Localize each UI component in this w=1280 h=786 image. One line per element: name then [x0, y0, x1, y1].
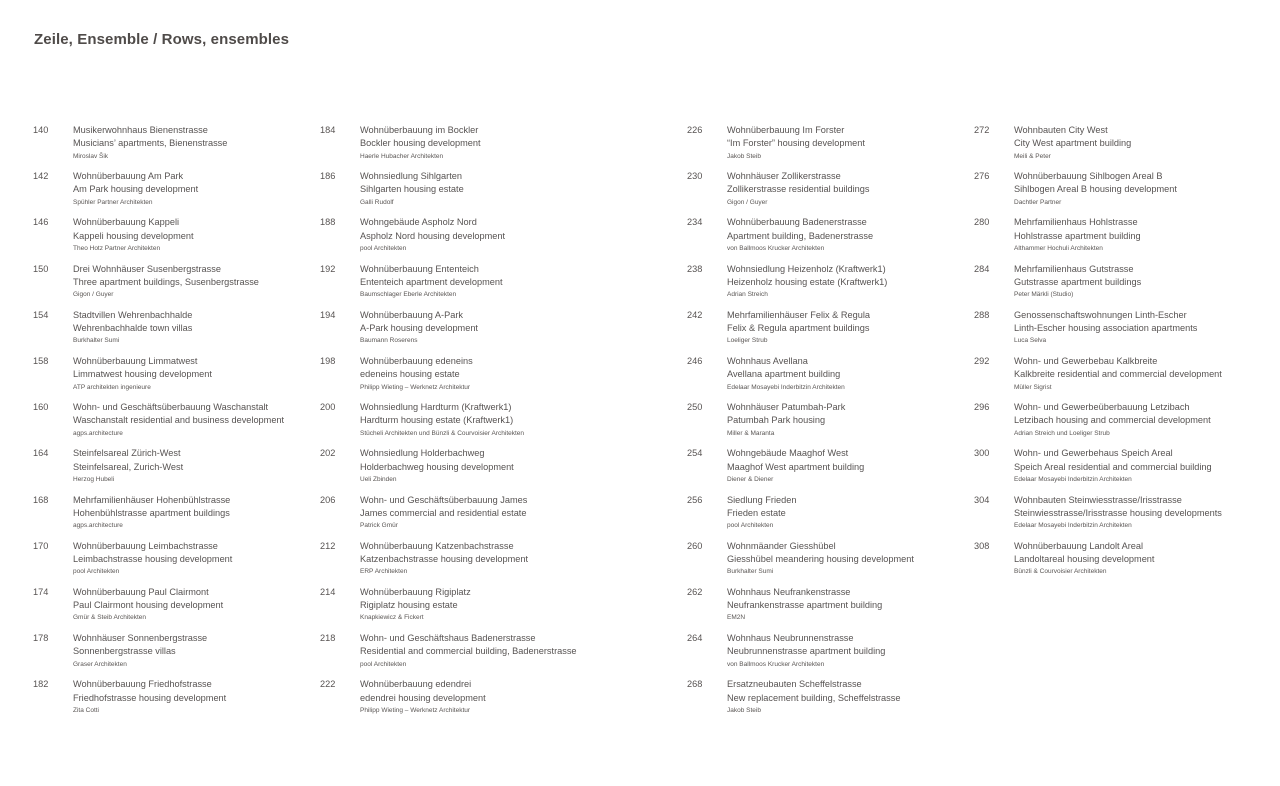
page-number: 254 [687, 448, 703, 459]
page-number: 276 [974, 171, 990, 182]
entry-text [1014, 309, 1197, 347]
entry-title-english: Steinfelsareal, Zurich-West [73, 461, 184, 472]
entry-title-german: Genossenschaftswohnungen Linth-Escher [1014, 309, 1187, 320]
entry-title-german: Wohn- und Gewerbeüberbauung Letzibach [1014, 402, 1190, 413]
entry-architect: Knapkiewicz & Fickert [360, 614, 424, 622]
entry-text [727, 355, 845, 393]
entry-text [727, 540, 914, 578]
entry-title-english: Am Park housing development [73, 184, 199, 195]
page-number: 262 [687, 586, 703, 597]
entry-architect: Philipp Wieting – Werknetz Architektur [360, 706, 471, 714]
entry-title-english: Patumbah Park housing [727, 415, 826, 426]
page-number: 250 [687, 402, 703, 413]
page-number: 170 [33, 540, 49, 551]
entry-text [73, 355, 212, 393]
page-number: 160 [33, 402, 49, 413]
page-number: 234 [687, 217, 703, 228]
entry-text [360, 632, 577, 670]
entry-architect: Baumschlager Eberle Architekten [360, 291, 457, 299]
page-number: 300 [974, 448, 990, 459]
entry-title-german: Wohn- und Geschäftsüberbauung James [360, 494, 528, 505]
entry-text [727, 309, 870, 347]
entry-title-german: Wohnhaus Neufrankenstrasse [727, 586, 851, 597]
entry-architect: Ueli Zbinden [360, 475, 397, 483]
entry-title-german: Wohnüberbauung A-Park [360, 309, 464, 320]
entry-title-english: Sihlgarten housing estate [360, 184, 464, 195]
entry-title-english: Sihlbogen Areal B housing development [1014, 184, 1177, 195]
page-number: 174 [33, 586, 49, 597]
entry-architect: Adrian Streich [727, 291, 768, 299]
entry-title-english: edendrei housing development [360, 692, 486, 703]
entry-text [73, 678, 226, 716]
entry-architect: Galli Rudolf [360, 198, 394, 206]
entry-text [1014, 216, 1141, 254]
page-number: 168 [33, 494, 49, 505]
entry-text [73, 216, 194, 254]
entry-title-german: Drei Wohnhäuser Susenbergstrasse [73, 263, 221, 274]
entry-architect: Gigon / Guyer [73, 291, 114, 299]
entry-text [1014, 170, 1177, 208]
entry-title-english: Neubrunnenstrasse apartment building [727, 646, 886, 657]
entry-title-german: Mehrfamilienhaus Gutstrasse [1014, 263, 1134, 274]
entry-text [727, 586, 882, 624]
entry-title-english: Three apartment buildings, Susenbergstrasse [73, 276, 259, 287]
entry-title-english: Apartment building, Badenerstrasse [727, 230, 874, 241]
entry-architect: pool Architekten [73, 568, 120, 576]
entry-title-english: Rigiplatz housing estate [360, 600, 458, 611]
entry-text [73, 447, 183, 485]
entry-text [360, 447, 514, 485]
entry-text [727, 494, 796, 532]
entry-architect: Zita Cotti [73, 706, 100, 714]
entry-title-english: Aspholz Nord housing development [360, 230, 506, 241]
entry-architect: Burkhalter Sumi [727, 568, 774, 576]
page-number: 186 [320, 171, 336, 182]
page-number: 222 [320, 679, 336, 690]
entry-title-german: Wohnhaus Avellana [727, 355, 808, 366]
entry-text [360, 170, 464, 208]
entry-title-english: Holderbachweg housing development [360, 461, 514, 472]
entry-text [360, 355, 473, 393]
entry-text [73, 586, 223, 624]
entry-text [727, 401, 845, 439]
entry-title-english: edeneins housing estate [360, 369, 460, 380]
entry-architect: Miller & Maranta [727, 429, 775, 437]
entry-text [1014, 401, 1211, 439]
entry-text [727, 447, 864, 485]
entry-title-english: Felix & Regula apartment buildings [727, 323, 870, 334]
entry-title-english: Friedhofstrasse housing development [73, 692, 227, 703]
entry-architect: Haerle Hubacher Architekten [360, 152, 444, 160]
entry-architect: Gigon / Guyer [727, 198, 768, 206]
entry-text [1014, 355, 1222, 393]
entry-architect: Edelaar Mosayebi Inderbitzin Architekten [1014, 475, 1132, 483]
entry-title-german: Wohngebäude Maaghof West [727, 448, 849, 459]
entry-title-german: Siedlung Frieden [727, 494, 797, 505]
entry-text [1014, 540, 1154, 578]
entry-title-english: Zollikerstrasse residential buildings [727, 184, 870, 195]
page-number: 260 [687, 540, 703, 551]
entry-title-english: Steinwiesstrasse/Irisstrasse housing developments [1014, 507, 1222, 518]
entry-text [360, 263, 503, 301]
page-number: 296 [974, 402, 990, 413]
entry-title-english: Speich Areal residential and commercial building [1014, 461, 1212, 472]
entry-text [727, 678, 900, 716]
page-number: 288 [974, 309, 990, 320]
entry-title-english: Leimbachstrasse housing development [73, 553, 233, 564]
entry-title-english: Kalkbreite residential and commercial development [1014, 369, 1222, 380]
page-number: 154 [33, 309, 49, 320]
entry-architect: Müller Sigrist [1014, 383, 1052, 391]
entry-architect: Baumann Roserens [360, 337, 418, 345]
page-number: 200 [320, 402, 336, 413]
entry-title-german: Wohnüberbauung Katzenbachstrasse [360, 540, 514, 551]
entry-architect: Herzog Hubeli [73, 475, 115, 483]
entry-title-german: Wohngebäude Aspholz Nord [360, 217, 477, 228]
entry-architect: Burkhalter Sumi [73, 337, 120, 345]
entry-title-english: Maaghof West apartment building [727, 461, 865, 472]
entry-architect: Bünzli & Courvoisier Architekten [1014, 568, 1107, 576]
entry-title-german: Wohn- und Gewerbehaus Speich Areal [1014, 448, 1173, 459]
entry-text [73, 263, 259, 301]
entry-title-german: Wohnüberbauung im Bockler [360, 125, 479, 135]
entry-text [360, 309, 478, 347]
entry-title-german: Wohnüberbauung Friedhofstrasse [73, 679, 212, 690]
page-number: 218 [320, 633, 336, 644]
entry-architect: agps.architecture [73, 429, 123, 437]
entry-text [727, 263, 887, 301]
entry-text [73, 632, 207, 670]
page-number: 192 [320, 263, 336, 274]
entry-title-german: Wohn- und Gewerbebau Kalkbreite [1014, 355, 1158, 366]
page-number: 304 [974, 494, 990, 505]
entry-title-german: Wohnsiedlung Sihlgarten [360, 171, 462, 182]
entry-text [73, 401, 284, 439]
entry-architect: ERP Architekten [360, 568, 408, 576]
entry-title-english: Ententeich apartment development [360, 276, 503, 287]
entry-architect: von Ballmoos Krucker Architekten [727, 244, 825, 252]
entry-title-english: Hohenbühlstrasse apartment buildings [73, 507, 230, 518]
page-number: 242 [687, 309, 703, 320]
entry-architect: Miroslav Šik [73, 152, 109, 160]
entry-architect: Althammer Hochuli Architekten [1014, 244, 1103, 252]
entry-title-german: Mehrfamilienhäuser Felix & Regula [727, 309, 870, 320]
entry-title-english: Hohlstrasse apartment building [1014, 230, 1141, 241]
entry-architect: Philipp Wieting – Werknetz Architektur [360, 383, 471, 391]
page-number: 256 [687, 494, 703, 505]
entry-architect: Theo Hotz Partner Architekten [73, 244, 161, 252]
entry-text [360, 124, 481, 162]
entry-title-english: Gutstrasse apartment buildings [1014, 276, 1142, 287]
entry-title-german: Wohnüberbauung Paul Clairmont [73, 586, 209, 597]
entry-title-german: Wohnüberbauung Am Park [73, 171, 184, 182]
entry-architect: Gmür & Steib Architekten [73, 614, 146, 622]
entry-title-german: Wohnüberbauung Ententeich [360, 263, 479, 274]
entry-text [360, 678, 486, 716]
page-title: Zeile, Ensemble / Rows, ensembles [34, 31, 290, 48]
entry-title-english: Linth-Escher housing association apartments [1014, 323, 1198, 334]
entry-title-german: Musikerwohnhaus Bienenstrasse [73, 125, 208, 135]
entry-title-german: Wohnsiedlung Hardturm (Kraftwerk1) [360, 402, 512, 413]
entry-architect: Loeliger Strub [727, 337, 768, 345]
entry-architect: ATP architekten ingenieure [73, 383, 151, 391]
entry-text [727, 170, 869, 208]
page-number: 146 [33, 217, 49, 228]
entry-title-english: “Im Forster” housing development [727, 138, 865, 149]
entry-architect: Dachtler Partner [1014, 198, 1062, 206]
page-number: 164 [33, 448, 49, 459]
page-number: 184 [320, 125, 336, 135]
entry-text [1014, 124, 1131, 162]
page-number: 140 [33, 125, 49, 135]
entry-text [73, 170, 198, 208]
entry-text [1014, 263, 1141, 301]
page-number: 212 [320, 540, 336, 551]
entry-title-german: Wohnhaus Neubrunnenstrasse [727, 633, 854, 644]
entry-title-german: Mehrfamilienhaus Hohlstrasse [1014, 217, 1138, 228]
page-number: 150 [33, 263, 49, 274]
entry-architect: EM2N [727, 614, 746, 622]
entry-architect: pool Architekten [360, 244, 407, 252]
entry-architect: Spühler Partner Architekten [73, 198, 153, 206]
entry-architect: Peter Märkli (Studio) [1014, 291, 1074, 299]
page-number: 214 [320, 586, 336, 597]
entry-title-english: Frieden estate [727, 507, 786, 518]
entry-architect: Patrick Gmür [360, 522, 398, 530]
entry-title-english: Hardturm housing estate (Kraftwerk1) [360, 415, 514, 426]
page-number: 202 [320, 448, 336, 459]
entry-title-english: Katzenbachstrasse housing development [360, 553, 529, 564]
entry-title-english: Giesshübel meandering housing development [727, 553, 914, 564]
entry-title-english: City West apartment building [1014, 138, 1132, 149]
page-number: 230 [687, 171, 703, 182]
entry-architect: Stücheli Architekten und Bünzli & Courvoisier Architekten [360, 429, 525, 437]
entry-text [727, 632, 885, 670]
entry-title-english: Landoltareal housing development [1014, 553, 1155, 564]
entry-text [727, 124, 865, 162]
entry-text [727, 216, 873, 254]
page-number: 264 [687, 633, 703, 644]
entry-title-english: Kappeli housing development [73, 230, 194, 241]
entry-title-german: Wohnüberbauung Im Forster [727, 125, 845, 135]
page-number: 158 [33, 355, 49, 366]
entry-architect: pool Architekten [360, 660, 407, 668]
page-number: 246 [687, 355, 703, 366]
entry-title-english: A-Park housing development [360, 323, 478, 334]
page-number: 292 [974, 355, 990, 366]
entry-architect: pool Architekten [727, 522, 774, 530]
entry-title-german: Wohnüberbauung edendrei [360, 679, 472, 690]
entry-title-english: Heizenholz housing estate (Kraftwerk1) [727, 276, 888, 287]
entry-title-german: Wohnüberbauung Limmatwest [73, 355, 198, 366]
page-number: 206 [320, 494, 336, 505]
entry-architect: Diener & Diener [727, 475, 774, 483]
entry-title-german: Wohnhäuser Patumbah-Park [727, 402, 846, 413]
entry-title-english: Limmatwest housing development [73, 369, 212, 380]
page-number: 194 [320, 309, 336, 320]
entry-architect: Adrian Streich und Loeliger Strub [1014, 429, 1110, 437]
entry-title-german: Wohnsiedlung Heizenholz (Kraftwerk1) [727, 263, 886, 274]
entry-text [360, 586, 471, 624]
entry-title-english: Neufrankenstrasse apartment building [727, 600, 883, 611]
entry-title-english: Residential and commercial building, Badenerstrasse [360, 646, 577, 657]
entry-architect: Graser Architekten [73, 660, 127, 668]
entry-title-english: James commercial and residential estate [360, 507, 527, 518]
page-number: 142 [33, 171, 49, 182]
entry-title-german: Wohnsiedlung Holderbachweg [360, 448, 485, 459]
entry-title-english: Paul Clairmont housing development [73, 600, 224, 611]
entry-title-german: Mehrfamilienhäuser Hohenbühlstrasse [73, 494, 231, 505]
entry-title-german: Ersatzneubauten Scheffelstrasse [727, 679, 862, 690]
entry-text [73, 124, 227, 162]
entry-title-german: Stadtvillen Wehrenbachhalde [73, 309, 193, 320]
entry-text [360, 401, 524, 439]
entry-text [360, 216, 505, 254]
page-number: 272 [974, 125, 990, 135]
entry-title-german: Wohnhäuser Sonnenbergstrasse [73, 633, 208, 644]
page-number: 280 [974, 217, 990, 228]
entry-title-german: Wohnbauten Steinwiesstrasse/Irisstrasse [1014, 494, 1182, 505]
page-number: 198 [320, 355, 336, 366]
entry-title-english: Avellana apartment building [727, 369, 841, 380]
page-number: 268 [687, 679, 703, 690]
entry-title-german: Wohnmäander Giesshübel [727, 540, 836, 551]
page-number: 238 [687, 263, 703, 274]
entry-title-german: Wohnhäuser Zollikerstrasse [727, 171, 841, 182]
entry-architect: Luca Selva [1014, 337, 1047, 345]
entry-architect: Jakob Steib [727, 706, 761, 714]
entry-title-german: Wohnüberbauung Badenerstrasse [727, 217, 867, 228]
entry-text [73, 540, 232, 578]
entry-title-english: Musicians’ apartments, Bienenstrasse [73, 138, 228, 149]
page-number: 226 [687, 125, 703, 135]
entry-title-english: Bockler housing development [360, 138, 481, 149]
entry-architect: Edelaar Mosayebi Inderbitzin Architekten [1014, 522, 1132, 530]
entry-title-german: Wohn- und Geschäftshaus Badenerstrasse [360, 633, 536, 644]
entry-title-english: New replacement building, Scheffelstrasse [727, 692, 901, 703]
entry-architect: Jakob Steib [727, 152, 761, 160]
entry-title-german: Wohnüberbauung Rigiplatz [360, 586, 471, 597]
entry-title-german: Steinfelsareal Zürich-West [73, 448, 181, 459]
entry-text [1014, 447, 1212, 485]
entry-title-german: Wohnüberbauung Kappeli [73, 217, 180, 228]
entry-text [360, 540, 528, 578]
entry-architect: agps.architecture [73, 522, 123, 530]
entry-text [73, 309, 192, 347]
page-number: 284 [974, 263, 990, 274]
entry-title-german: Wohnüberbauung Landolt Areal [1014, 540, 1144, 551]
entry-architect: von Ballmoos Krucker Architekten [727, 660, 825, 668]
entry-title-german: Wohn- und Geschäftsüberbauung Waschanstalt [73, 402, 269, 413]
entry-title-german: Wohnbauten City West [1014, 125, 1108, 135]
entry-title-german: Wohnüberbauung edeneins [360, 355, 473, 366]
entry-title-english: Sonnenbergstrasse villas [73, 646, 176, 657]
entry-architect: Edelaar Mosayebi Inderbitzin Architekten [727, 383, 845, 391]
entry-text [73, 494, 230, 532]
entry-text [360, 494, 527, 532]
page-number: 178 [33, 633, 49, 644]
page-number: 182 [33, 679, 49, 690]
page-number: 188 [320, 217, 336, 228]
entry-title-english: Wehrenbachhalde town villas [73, 323, 193, 334]
entry-title-english: Letzibach housing and commercial development [1014, 415, 1211, 426]
entry-title-german: Wohnüberbauung Sihlbogen Areal B [1014, 171, 1163, 182]
entry-text [1014, 494, 1222, 532]
entry-title-german: Wohnüberbauung Leimbachstrasse [73, 540, 218, 551]
entry-title-english: Waschanstalt residential and business development [73, 415, 285, 426]
entry-architect: Meili & Peter [1014, 152, 1051, 160]
page-number: 308 [974, 540, 990, 551]
